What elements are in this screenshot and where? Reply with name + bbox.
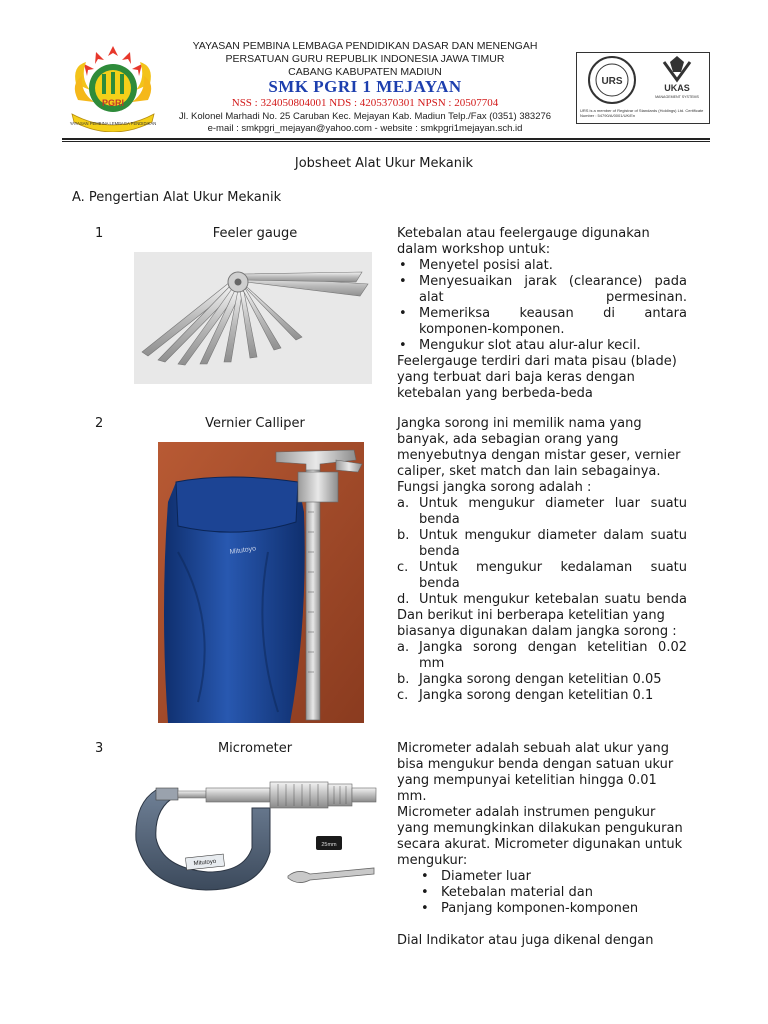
list-item: • Memeriksa keausan di antara komponen-komponen. [397, 306, 687, 338]
standard-rod-label: 25mm [321, 842, 337, 848]
micrometer-illustration [128, 768, 386, 896]
feeler-intro: Ketebalan atau feelergauge digunakan dalam workshop untuk: [397, 226, 650, 257]
vernier-intro: Jangka sorong ini memilik nama yang banyak, ada sebagian orang yang menyebutnya dengan mistar geser, vernier caliper, sket match dan lain sebagainya. [397, 416, 681, 479]
feeler-uses-list [397, 258, 687, 354]
feeler-gauge-description [397, 226, 687, 402]
list-item: b. Untuk mengukur diameter dalam suatu benda [397, 528, 687, 559]
item-number: 2 [95, 416, 104, 431]
micrometer-description [397, 741, 687, 949]
list-item: a. Untuk mengukur diameter luar suatu benda [397, 496, 687, 527]
letterhead-line-2: PERSATUAN GURU REPUBLIK INDONESIA JAWA TIMUR [225, 53, 505, 65]
vernier-functions-list [397, 496, 687, 608]
list-item: d. Untuk mengukur ketebalan suatu benda [397, 592, 687, 607]
list-item: • Menyetel posisi alat. [397, 258, 687, 274]
list-item: b. Jangka sorong dengan ketelitian 0.05 [397, 672, 662, 687]
pouch-brand-text: Mitutoyo [229, 545, 257, 556]
item-number: 3 [95, 741, 104, 756]
list-item: • Menyesuaikan jarak (clearance) pada alat permesinan. [397, 274, 687, 306]
school-name: SMK PGRI 1 MEJAYAN [268, 77, 462, 96]
item-name: Vernier Calliper [205, 416, 305, 431]
vernier-precision-list [397, 640, 687, 704]
vernier-calliper-illustration [158, 442, 364, 723]
item-number: 1 [95, 226, 104, 241]
micrometer-brand-text: Mitutoyo [193, 858, 217, 868]
school-address: Jl. Kolonel Marhadi No. 25 Caruban Kec. Mejayan Kab. Madiun Telp./Fax (0351) 383276 [178, 111, 552, 122]
ukas-cert-icon [654, 54, 700, 106]
urs-text: URS [601, 76, 623, 87]
feeler-outro: Feelergauge terdiri dari mata pisau (blade) yang terbuat dari baja keras dengan ketebalan yang berbeda-beda [397, 354, 677, 401]
micrometer-image [128, 768, 386, 896]
list-item: • Diameter luar [397, 869, 687, 885]
ukas-text: UKAS [664, 83, 690, 93]
letterhead-rule-thin [62, 141, 710, 142]
feeler-gauge-image [134, 252, 372, 384]
feeler-gauge-illustration [134, 252, 372, 384]
item-name: Feeler gauge [212, 226, 298, 241]
logo-text: PGRI [101, 98, 125, 108]
cert-note: URS is a member of Registrar of Standards (Holdings) Ltd. Certificate Number : 54790/A/0001/UK/En [580, 108, 704, 118]
section-heading: A. Pengertian Alat Ukur Mekanik [72, 190, 282, 205]
logo-ribbon-text: YAYASAN PEMBINA LEMBAGA PENDIDIKAN [69, 121, 157, 126]
vernier-precision-heading: Dan berikut ini berberapa ketelitian yang biasanya digunakan dalam jangka sorong : [397, 608, 677, 639]
list-item: a. Jangka sorong dengan ketelitian 0.02 mm [397, 640, 687, 671]
trailing-text: Dial Indikator atau juga dikenal dengan [397, 933, 654, 948]
list-item: c. Untuk mengukur kedalaman suatu benda [397, 560, 687, 591]
letterhead-line-3: CABANG KABUPATEN MADIUN [288, 66, 442, 78]
ukas-sub-text: MANAGEMENT SYSTEMS [655, 95, 699, 99]
vernier-calliper-image [158, 442, 364, 723]
vernier-calliper-description [397, 416, 687, 704]
micrometer-uses-list [397, 869, 687, 917]
school-contact: e-mail : smkpgri_mejayan@yahoo.com - website : smkpgri1mejayan.sch.id [207, 123, 523, 134]
list-item: • Panjang komponen-komponen [397, 901, 687, 917]
document-title: Jobsheet Alat Ukur Mekanik [294, 156, 474, 171]
vernier-functions-heading: Fungsi jangka sorong adalah : [397, 480, 592, 495]
letterhead-line-1: YAYASAN PEMBINA LEMBAGA PENDIDIKAN DASAR DAN MENENGAH [192, 40, 538, 52]
item-name: Micrometer [217, 741, 293, 756]
list-item: c. Jangka sorong dengan ketelitian 0.1 [397, 688, 654, 703]
micrometer-p1: Micrometer adalah sebuah alat ukur yang bisa mengukur benda dengan satuan ukur yang mempunyai ketelitian hingga 0.01 mm. [397, 741, 674, 804]
micrometer-p2: Micrometer adalah instrumen pengukur yang memungkinkan dilakukan pengukuran secara akurat. Micrometer digunakan untuk mengukur: [397, 805, 683, 868]
list-item: • Mengukur slot atau alur-alur kecil. [397, 338, 687, 354]
list-item: • Ketebalan material dan [397, 885, 687, 901]
letterhead-rule [62, 138, 710, 140]
urs-cert-icon [584, 55, 640, 105]
school-ids: NSS : 324050804001 NDS : 4205370301 NPSN : 20507704 [231, 97, 499, 109]
